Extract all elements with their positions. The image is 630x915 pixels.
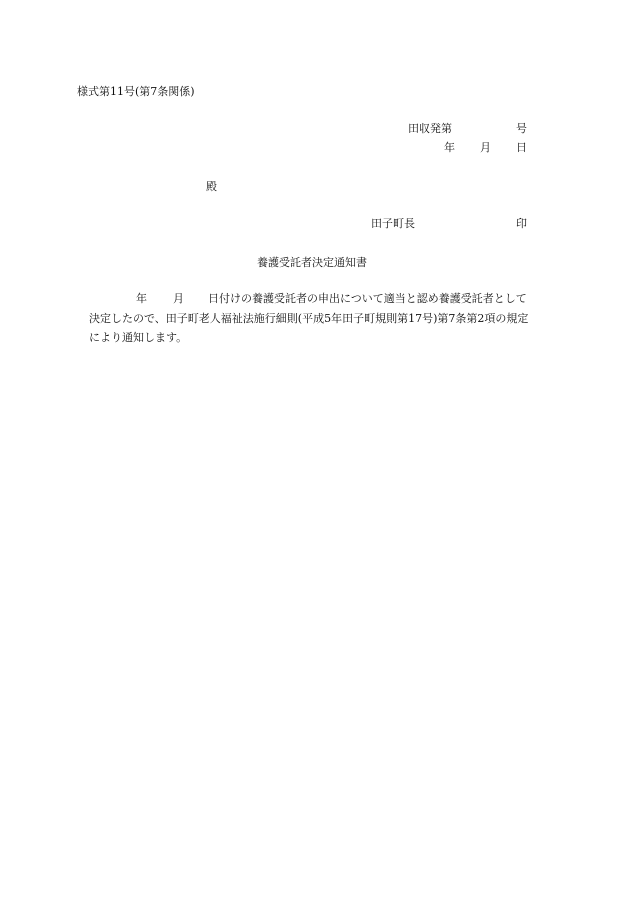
document-number-label: 田収発第 (408, 122, 452, 135)
date-month-label: 月 (480, 141, 491, 154)
sender-title: 田子町長 (371, 217, 415, 230)
document-title: 養護受託者決定通知書 (257, 256, 367, 269)
body-line-2: 決定したので、田子町老人福祉法施行細則(平成5年田子町規則第17号)第7条第2項の規定 (89, 312, 529, 325)
body-line-1: 日付けの養護受託者の申出について適当と認め養護受託者として (208, 292, 527, 305)
body-month-label: 月 (173, 292, 184, 305)
body-line-3: により通知します。 (89, 331, 188, 344)
date-year-label: 年 (444, 141, 455, 154)
document-number-suffix: 号 (516, 122, 527, 135)
date-day-label: 日 (516, 141, 527, 154)
form-number: 様式第11号(第7条関係) (77, 85, 195, 98)
recipient-honorific: 殿 (206, 180, 217, 193)
seal-mark: 印 (516, 217, 527, 230)
body-year-label: 年 (136, 292, 147, 305)
